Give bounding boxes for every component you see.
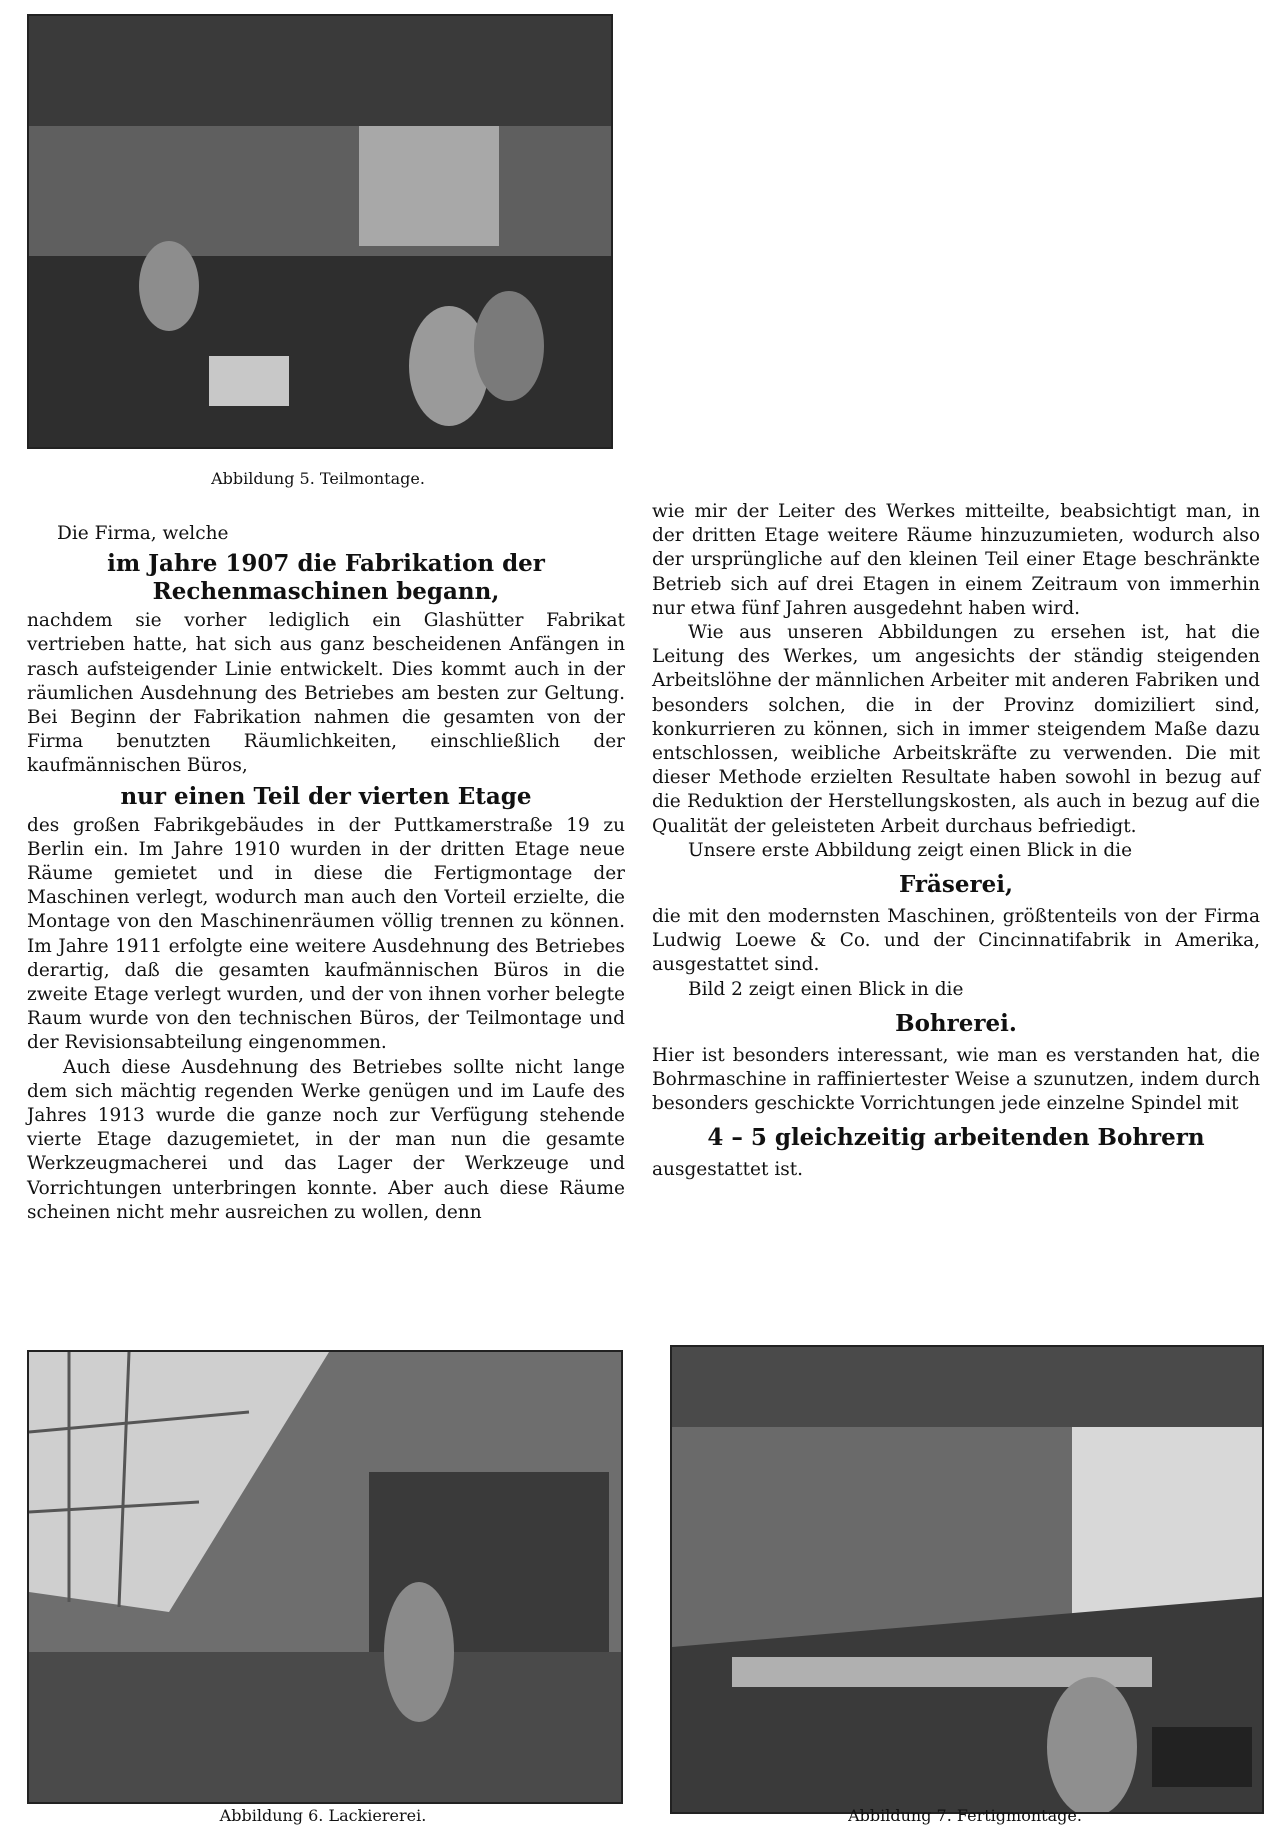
paragraph: Bild 2 zeigt einen Blick in die [688,978,964,1000]
paragraph: nachdem sie vorher lediglich ein Glashütter Fabrikat vertrieben hatte, hat sich aus ganz bescheidenen Anfängen in rasch aufsteigender Linie entwickelt. Dies kommt auch in der räumlichen Ausdehnung des Betriebes am besten zur Geltung. Bei Beginn der Fabrikation nahmen die gesamten von der Firma benutzten Räumlichkeiten, einschließlich der kaufmännischen Büros, [27,610,625,777]
heading-bohrerei: Bohrerei. [895,1009,1017,1037]
paragraph: ausgestattet ist. [652,1159,804,1181]
paragraph: Auch diese Ausdehnung des Betriebes sollte nicht lange dem sich mächtig regenden Werke genügen und im Laufe des Jahres 1913 wurde die ganze noch zur Verfügung stehende vierte Etage dazugemietet, in der man nun die gesamte Werkzeugmacherei und das Lager der Werkzeuge und Vorrichtungen unterbringen konnte. Aber auch diese Räume scheinen nicht mehr ausreichen zu wollen, denn [27,1056,625,1223]
photo-fertigmontage [670,1345,1264,1814]
caption-fig6: Abbildung 6. Lackiererei. [219,1806,427,1825]
paragraph: des großen Fabrikgebäudes in der Puttkamerstraße 19 zu Berlin ein. Im Jahre 1910 wurden in der dritten Etage neue Räume gemietet und in diese die Fertigmontage der Maschinen verlegt, wodurch man auch den Vorteil erzielte, die Montage von den Maschinenräumen völlig trennen zu können. Im Jahre 1911 erfolgte eine weitere Ausdehnung des Betriebes derartig, daß die gesamten kaufmännischen Büros in die zweite Etage verlegt wurden, und der von ihnen vorher belegte Raum wurde von den technischen Büros, der Teilmontage und der Revisionsabteilung eingenommen. [27,814,625,1054]
paragraph: wie mir der Leiter des Werkes mitteilte, beabsichtigt man, in der dritten Etage weitere Räume hinzuzumieten, wodurch also der ursprüngliche auf den kleinen Teil einer Etage beschränkte Betrieb sich auf drei Etagen in einem Zeitraum von immerhin nur etwa fünf Jahren ausgedehnt haben wird. [652,501,1260,619]
left-column [27,522,625,1225]
heading-jahre-1907: im Jahre 1907 die Fabrikation der Rechenmaschinen begann, [107,550,545,606]
photo-lackiererei [27,1350,623,1804]
paragraph: Unsere erste Abbildung zeigt einen Blick in die [688,839,1133,861]
paragraph: die mit den modernsten Maschinen, größtenteils von der Firma Ludwig Loewe & Co. und der Cincinnatifabrik in Amerika, ausgestattet sind. [652,906,1260,976]
paragraph: Hier ist besonders interessant, wie man es verstanden hat, die Bohrmaschine in raffiniertester Weise a szunutzen, indem durch besonders geschickte Vorrichtungen jede einzelne Spindel mit [652,1044,1260,1115]
photo-teilmontage [27,14,613,449]
heading-bohrern: 4 – 5 gleichzeitig arbeitenden Bohrern [707,1124,1205,1152]
heading-vierte-etage: nur einen Teil der vierten Etage [120,782,532,810]
caption-fig5: Abbildung 5. Teilmontage. [211,469,425,488]
paragraph: Wie aus unseren Abbildungen zu ersehen ist, hat die Leitung des Werkes, um angesichts der ständig steigenden Arbeitslöhne der männlichen Arbeiter mit anderen Fabriken und besonders solchen, die in der Provinz domiziliert sind, konkurrieren zu können, sich in immer steigendem Maße dazu entschlossen, weibliche Arbeitskräfte zu verwenden. Die mit dieser Methode erzielten Resultate haben sowohl in bezug auf die Reduktion der Herstellungskosten, als auch in bezug auf die Qualität der geleisteten Arbeit durchaus befriedigt. [652,622,1260,837]
intro-text: Die Firma, welche [57,523,229,544]
right-column [652,500,1260,1183]
caption-fig7: Abbildung 7. Fertigmontage. [848,1806,1082,1825]
heading-fraeserei: Fräserei, [898,871,1014,899]
